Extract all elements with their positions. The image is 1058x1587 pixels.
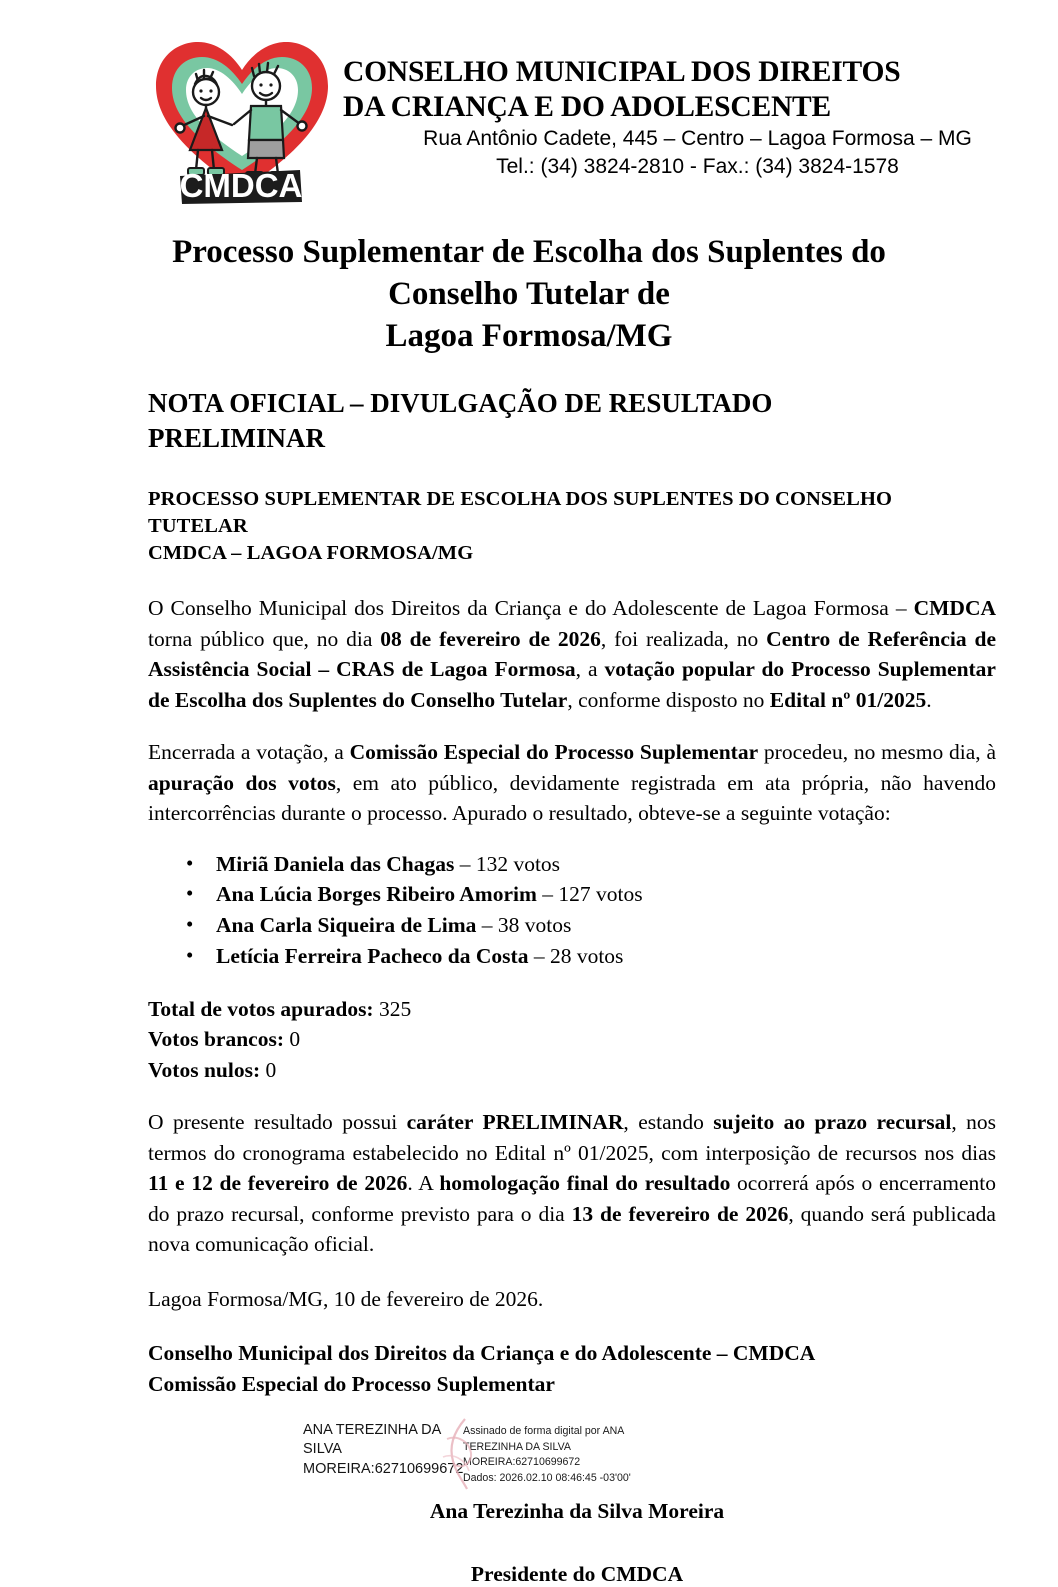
p3-t1: O presente resultado possui	[148, 1110, 407, 1135]
total-votes-label: Total de votos apurados:	[148, 996, 374, 1021]
p3-b4: homologação final do resultado	[439, 1171, 731, 1196]
p1-b3: Centro de Referência de Assistência Social – CRAS de Lagoa Formosa	[148, 626, 997, 682]
page-title-line-3: Lagoa Formosa/MG	[385, 318, 673, 355]
p1-t5: , conforme disposto no	[567, 687, 770, 712]
p3-b1: caráter PRELIMINAR	[406, 1110, 624, 1135]
nota-subheading-line-2: TUTELAR	[148, 514, 248, 537]
page-title-line-1: Processo Suplementar de Escolha dos Suplentes do	[172, 234, 886, 270]
p2-t3: , em ato público, devidamente registrada em ata própria, não havendo intercorrências durante o processo. Apurado o resultado, obteve-se a seguinte votação:	[148, 770, 996, 826]
signoff-block	[148, 1338, 996, 1399]
p3-b3: 11 e 12 de fevereiro de 2026	[148, 1171, 408, 1196]
candidate-votes: – 28 votos	[528, 943, 624, 968]
total-votes-value: 325	[373, 996, 412, 1021]
p1-b4: votação popular do Processo Suplementar de Escolha dos Suplentes do Conselho Tutelar	[148, 657, 996, 712]
candidate-name: Ana Carla Siqueira de Lima	[216, 913, 477, 938]
candidate-name: Miriã Daniela das Chagas	[216, 851, 455, 876]
letterhead	[150, 0, 1058, 205]
page-title	[150, 231, 908, 358]
org-contact: Tel.: (34) 3824-2810 - Fax.: (34) 3824-1578	[496, 154, 899, 178]
signature-stamp-box	[303, 1421, 631, 1486]
p3-t6: , quando será publicada nova comunicação oficial.	[148, 1201, 996, 1257]
list-item	[148, 879, 996, 910]
letterhead-text	[335, 30, 1058, 181]
cmdca-logo	[150, 30, 335, 205]
p3-t4: . A	[407, 1171, 440, 1196]
candidate-name: Ana Lúcia Borges Ribeiro Amorim	[216, 882, 537, 907]
nota-subheading	[148, 486, 996, 567]
p3-b2: sujeito ao prazo recursal	[713, 1110, 952, 1135]
candidate-votes: – 132 votos	[454, 851, 561, 876]
paragraph-1	[148, 593, 996, 715]
blank-votes-value: 0	[283, 1027, 301, 1052]
p1-t4: , a	[575, 657, 605, 682]
blank-votes-row	[148, 1024, 996, 1055]
cert-detail-line-2: TEREZINHA DA SILVA	[463, 1440, 571, 1453]
p2-t2: procedeu, no mesmo dia, à	[758, 740, 997, 765]
null-votes-row	[148, 1055, 996, 1086]
p1-t6: .	[926, 687, 932, 712]
total-votes-row	[148, 994, 996, 1025]
p1-b2: 08 de fevereiro de 2026	[380, 626, 601, 651]
signature-certificate-name	[303, 1421, 464, 1478]
p2-t1: Encerrada a votação, a	[148, 740, 350, 765]
list-item	[148, 910, 996, 941]
place-and-date: Lagoa Formosa/MG, 10 de fevereiro de 2026.	[148, 1286, 544, 1311]
signoff-line-1: Conselho Municipal dos Direitos da Criança e do Adolescente – CMDCA	[148, 1341, 816, 1366]
nota-heading-line-2: PRELIMINAR	[148, 422, 326, 453]
paragraph-3	[148, 1107, 996, 1260]
cert-detail-line-4: Dados: 2026.02.10 08:46:45 -03'00'	[463, 1471, 631, 1484]
page-title-line-2: Conselho Tutelar de	[388, 276, 670, 313]
candidate-votes: – 127 votos	[536, 882, 643, 907]
p3-t5: ocorrerá após o encerramento do prazo recursal, conforme previsto para o dia	[148, 1171, 996, 1226]
cmdca-logo-icon	[150, 30, 335, 205]
blank-votes-label: Votos brancos:	[148, 1027, 284, 1052]
paragraph-2	[148, 737, 996, 829]
digital-signature-stamp	[148, 1421, 996, 1495]
cert-detail-line-1: Assinado de forma digital por ANA	[463, 1425, 625, 1438]
signature-certificate-details	[453, 1421, 631, 1486]
nota-subheading-line-3: CMDCA – LAGOA FORMOSA/MG	[148, 541, 474, 564]
p3-t2: , estando	[623, 1110, 714, 1135]
org-name-line-2: DA CRIANÇA E DO ADOLESCENTE	[343, 90, 832, 123]
cert-name-line-3: MOREIRA:62710699672	[303, 1460, 464, 1477]
candidate-name: Letícia Ferreira Pacheco da Costa	[216, 943, 529, 968]
p1-b5: Edital nº 01/2025	[769, 687, 927, 712]
nota-subheading-line-1: PROCESSO SUPLEMENTAR DE ESCOLHA DOS SUPLENTES DO CONSELHO	[148, 487, 893, 510]
nota-heading-line-1: NOTA OFICIAL – DIVULGAÇÃO DE RESULTADO	[148, 387, 773, 418]
cert-detail-line-3: MOREIRA:62710699672	[463, 1456, 581, 1469]
null-votes-value: 0	[260, 1057, 277, 1082]
results-list	[148, 849, 996, 972]
document-body	[148, 386, 996, 1587]
signatory-role: Presidente do CMDCA	[470, 1562, 684, 1587]
list-item	[148, 849, 996, 880]
null-votes-label: Votos nulos:	[148, 1057, 261, 1082]
cert-name-line-2: SILVA	[303, 1441, 342, 1458]
p2-b1: Comissão Especial do Processo Suplementar	[349, 740, 759, 765]
p1-t3: , foi realizada, no	[600, 626, 767, 651]
signoff-line-2: Comissão Especial do Processo Suplementar	[148, 1371, 555, 1396]
list-item	[148, 941, 996, 972]
p2-b2: apuração dos votos	[148, 770, 336, 795]
p1-t1: O Conselho Municipal dos Direitos da Criança e do Adolescente de Lagoa Formosa –	[148, 596, 914, 621]
signatory-name: Ana Terezinha da Silva Moreira	[429, 1499, 725, 1524]
nota-heading	[148, 386, 996, 456]
candidate-votes: – 38 votos	[476, 913, 572, 938]
p1-b1: CMDCA	[913, 596, 996, 621]
p3-b5: 13 de fevereiro de 2026	[571, 1201, 789, 1226]
cmdca-logo-text: CMDCA	[179, 167, 303, 204]
totals-block	[148, 994, 996, 1086]
p3-t3: , nos termos do cronograma estabelecido no Edital nº 01/2025, com interposição de recursos nos dias	[148, 1110, 996, 1165]
p1-t2: torna público que, no dia	[148, 626, 381, 651]
cert-name-line-1: ANA TEREZINHA DA	[303, 1422, 442, 1439]
org-name-line-1: CONSELHO MUNICIPAL DOS DIREITOS	[343, 56, 901, 88]
org-address: Rua Antônio Cadete, 445 – Centro – Lagoa Formosa – MG	[423, 126, 972, 150]
